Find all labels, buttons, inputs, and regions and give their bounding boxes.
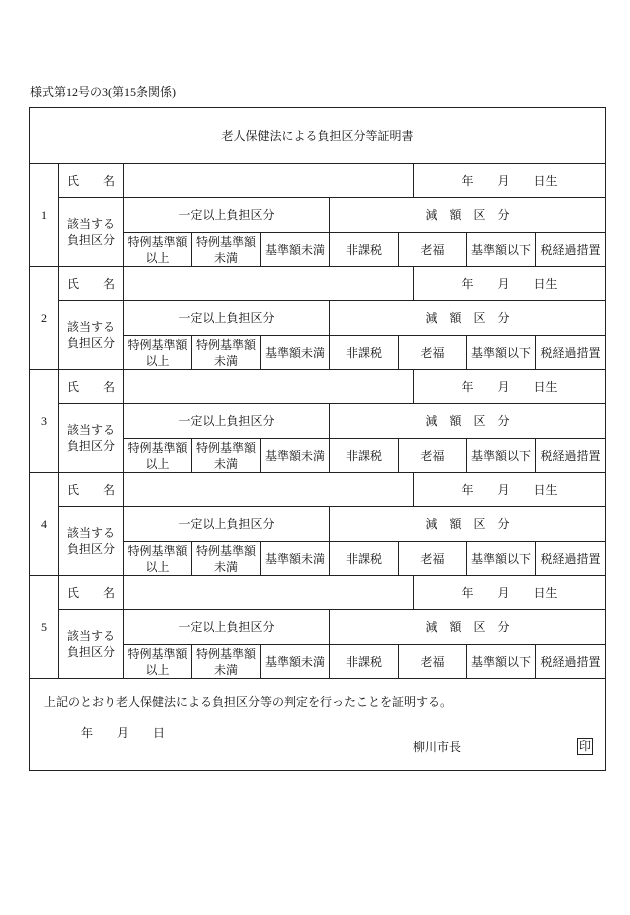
option-special-standard-above [124,439,192,473]
category-label-line: 該当する [66,320,115,334]
option-elderly-welfare: 老福 [399,233,467,267]
birth-date-label: 年 月 日生 [461,585,558,600]
option-special-standard-above [124,336,192,370]
entry-number: 1 [30,164,59,267]
name-label: 氏 名 [59,267,124,301]
birth-date-cell [414,267,606,301]
option-elderly-welfare: 老福 [399,645,467,679]
name-label: 氏 名 [59,370,124,404]
option-tax-exempt: 非課税 [330,645,399,679]
form-title: 老人保健法による負担区分等証明書 [30,108,606,164]
name-label: 氏 名 [59,164,124,198]
birth-date-cell [414,370,606,404]
option-tax-exempt: 非課税 [330,542,399,576]
option-label-line: 特例基準額 [195,543,256,558]
category-label [59,404,124,473]
certification-row [30,679,606,771]
category-label-line: 負担区分 [66,233,115,247]
option-label-line: 未満 [213,559,238,574]
option-elderly-welfare: 老福 [399,336,467,370]
high-burden-group-header: 一定以上負担区分 [124,198,330,233]
option-label-line: 以上 [145,559,170,574]
birth-date-label: 年 月 日生 [461,379,558,394]
category-label-line: 該当する [66,526,115,540]
category-label-line: 負担区分 [66,336,115,350]
category-label-line: 該当する [66,423,115,437]
option-label-line: 特例基準額 [195,440,256,455]
entry-number: 3 [30,370,59,473]
entry-number: 5 [30,576,59,679]
option-label-line: 以上 [145,250,170,265]
certification-date: 年 月 日 [81,725,166,740]
option-special-standard-below [192,439,261,473]
reduction-group-header: 減 額 区 分 [330,610,606,645]
option-at-or-below-standard: 基準額以下 [467,645,536,679]
entry-name-row [30,370,606,404]
option-tax-transition-measure: 税経過措置 [536,542,606,576]
option-tax-transition-measure: 税経過措置 [536,336,606,370]
name-value-cell [124,370,414,404]
option-label-line: 特例基準額 [127,543,188,558]
reduction-group-header: 減 額 区 分 [330,198,606,233]
option-tax-exempt: 非課税 [330,439,399,473]
birth-date-cell [414,164,606,198]
category-label-line: 該当する [66,217,115,231]
entry-name-row [30,576,606,610]
option-label-line: 特例基準額 [127,337,188,352]
option-at-or-below-standard: 基準額以下 [467,233,536,267]
option-tax-exempt: 非課税 [330,336,399,370]
option-label-line: 特例基準額 [195,337,256,352]
name-value-cell [124,164,414,198]
option-special-standard-below [192,542,261,576]
entry-group-row [30,507,606,542]
reduction-group-header: 減 額 区 分 [330,507,606,542]
category-label [59,198,124,267]
high-burden-group-header: 一定以上負担区分 [124,507,330,542]
certificate-table [29,107,606,771]
entry-name-row [30,164,606,198]
category-label-line: 負担区分 [66,542,115,556]
certification-block [30,680,605,770]
certification-cell [30,679,606,771]
category-label [59,301,124,370]
category-label [59,507,124,576]
issuer-name: 柳川市長 [413,739,462,754]
reduction-group-header: 減 額 区 分 [330,404,606,439]
option-special-standard-above [124,645,192,679]
option-label-line: 特例基準額 [127,440,188,455]
option-below-standard: 基準額未満 [261,542,330,576]
birth-date-label: 年 月 日生 [461,173,558,188]
option-label-line: 未満 [213,662,238,677]
seal-mark: 印 [578,738,591,753]
option-label-line: 以上 [145,353,170,368]
name-label: 氏 名 [59,576,124,610]
high-burden-group-header: 一定以上負担区分 [124,301,330,336]
category-label-line: 負担区分 [66,439,115,453]
certification-statement: 上記のとおり老人保健法による負担区分等の判定を行ったことを証明する。 [44,694,453,709]
option-label-line: 以上 [145,456,170,471]
name-value-cell [124,473,414,507]
option-tax-transition-measure: 税経過措置 [536,233,606,267]
option-at-or-below-standard: 基準額以下 [467,336,536,370]
high-burden-group-header: 一定以上負担区分 [124,610,330,645]
option-elderly-welfare: 老福 [399,439,467,473]
option-label-line: 特例基準額 [127,646,188,661]
option-special-standard-below [192,233,261,267]
option-below-standard: 基準額未満 [261,233,330,267]
entry-group-row [30,301,606,336]
name-label: 氏 名 [59,473,124,507]
category-label [59,610,124,679]
option-label-line: 特例基準額 [127,234,188,249]
option-label-line: 以上 [145,662,170,677]
entry-name-row [30,267,606,301]
option-special-standard-below [192,336,261,370]
birth-date-cell [414,576,606,610]
birth-date-cell [414,473,606,507]
entry-number: 4 [30,473,59,576]
option-elderly-welfare: 老福 [399,542,467,576]
entry-name-row [30,473,606,507]
category-label-line: 該当する [66,629,115,643]
option-label-line: 未満 [213,250,238,265]
reduction-group-header: 減 額 区 分 [330,301,606,336]
option-special-standard-below [192,645,261,679]
name-value-cell [124,267,414,301]
option-label-line: 未満 [213,456,238,471]
high-burden-group-header: 一定以上負担区分 [124,404,330,439]
birth-date-label: 年 月 日生 [461,276,558,291]
option-tax-transition-measure: 税経過措置 [536,439,606,473]
option-tax-exempt: 非課税 [330,233,399,267]
option-at-or-below-standard: 基準額以下 [467,542,536,576]
entry-group-row [30,404,606,439]
option-tax-transition-measure: 税経過措置 [536,645,606,679]
entry-number: 2 [30,267,59,370]
option-label-line: 未満 [213,353,238,368]
birth-date-label: 年 月 日生 [461,482,558,497]
option-below-standard: 基準額未満 [261,645,330,679]
option-below-standard: 基準額未満 [261,336,330,370]
option-special-standard-above [124,233,192,267]
form-number-label: 様式第12号の3(第15条関係) [30,85,176,99]
entry-group-row [30,610,606,645]
entry-group-row [30,198,606,233]
option-at-or-below-standard: 基準額以下 [467,439,536,473]
option-label-line: 特例基準額 [195,646,256,661]
title-row [30,108,606,164]
name-value-cell [124,576,414,610]
option-below-standard: 基準額未満 [261,439,330,473]
category-label-line: 負担区分 [66,645,115,659]
option-special-standard-above [124,542,192,576]
option-label-line: 特例基準額 [195,234,256,249]
